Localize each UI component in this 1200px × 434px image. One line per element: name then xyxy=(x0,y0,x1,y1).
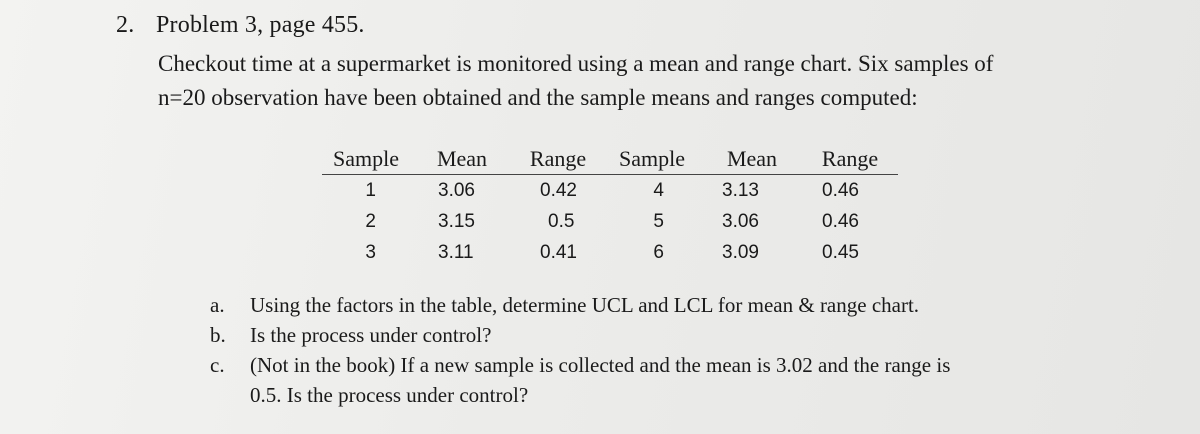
table-header-row xyxy=(322,142,898,175)
question-text: Is the process under control? xyxy=(250,323,492,347)
table-row xyxy=(322,237,898,268)
mean-cell: 3.11 xyxy=(438,241,474,263)
problem-heading xyxy=(116,12,365,39)
question-letter: c. xyxy=(210,353,225,377)
sample-cell: 3 xyxy=(365,241,376,263)
table-row xyxy=(322,175,898,207)
sample-cell: 5 xyxy=(653,210,664,232)
range-cell: 0.41 xyxy=(540,241,577,263)
sample-cell: 4 xyxy=(653,179,664,201)
question-letter: a. xyxy=(210,293,225,317)
mean-cell: 3.13 xyxy=(722,179,759,201)
question-item xyxy=(210,350,1110,380)
range-cell: 0.46 xyxy=(822,179,859,201)
sample-cell: 6 xyxy=(653,241,664,263)
question-letter: b. xyxy=(210,323,226,347)
question-text: Using the factors in the table, determine UCL and LCL for mean & range chart. xyxy=(250,293,920,317)
question-text: (Not in the book) If a new sample is collected and the mean is 3.02 and the range is xyxy=(250,353,951,377)
range-cell: 0.45 xyxy=(822,241,859,263)
problem-number: 2. xyxy=(116,12,135,38)
header-range-1: Range xyxy=(514,142,602,175)
header-mean-1: Mean xyxy=(410,142,514,175)
sample-cell: 2 xyxy=(365,210,376,232)
range-cell: 0.42 xyxy=(540,179,577,201)
header-range-2: Range xyxy=(802,142,898,175)
range-cell: 0.5 xyxy=(548,210,575,232)
question-item xyxy=(210,320,1110,350)
mean-cell: 3.09 xyxy=(722,241,759,263)
question-text: 0.5. Is the process under control? xyxy=(250,383,529,407)
sample-data-table xyxy=(322,142,898,268)
header-mean-2: Mean xyxy=(702,142,802,175)
header-sample-2: Sample xyxy=(602,142,702,175)
problem-title: Problem 3, page 455. xyxy=(156,12,365,38)
mean-cell: 3.06 xyxy=(438,179,475,201)
question-list xyxy=(210,290,1110,410)
question-item xyxy=(210,290,1110,320)
table-row xyxy=(322,206,898,237)
question-item-continuation xyxy=(210,380,1110,410)
intro-line-1: Checkout time at a supermarket is monitored using a mean and range chart. Six samples of xyxy=(158,51,994,76)
range-cell: 0.46 xyxy=(822,210,859,232)
intro-line-2: n=20 observation have been obtained and the sample means and ranges computed: xyxy=(158,85,918,110)
sample-cell: 1 xyxy=(365,179,376,201)
header-sample-1: Sample xyxy=(322,142,410,175)
mean-cell: 3.06 xyxy=(722,210,759,232)
mean-cell: 3.15 xyxy=(438,210,475,232)
